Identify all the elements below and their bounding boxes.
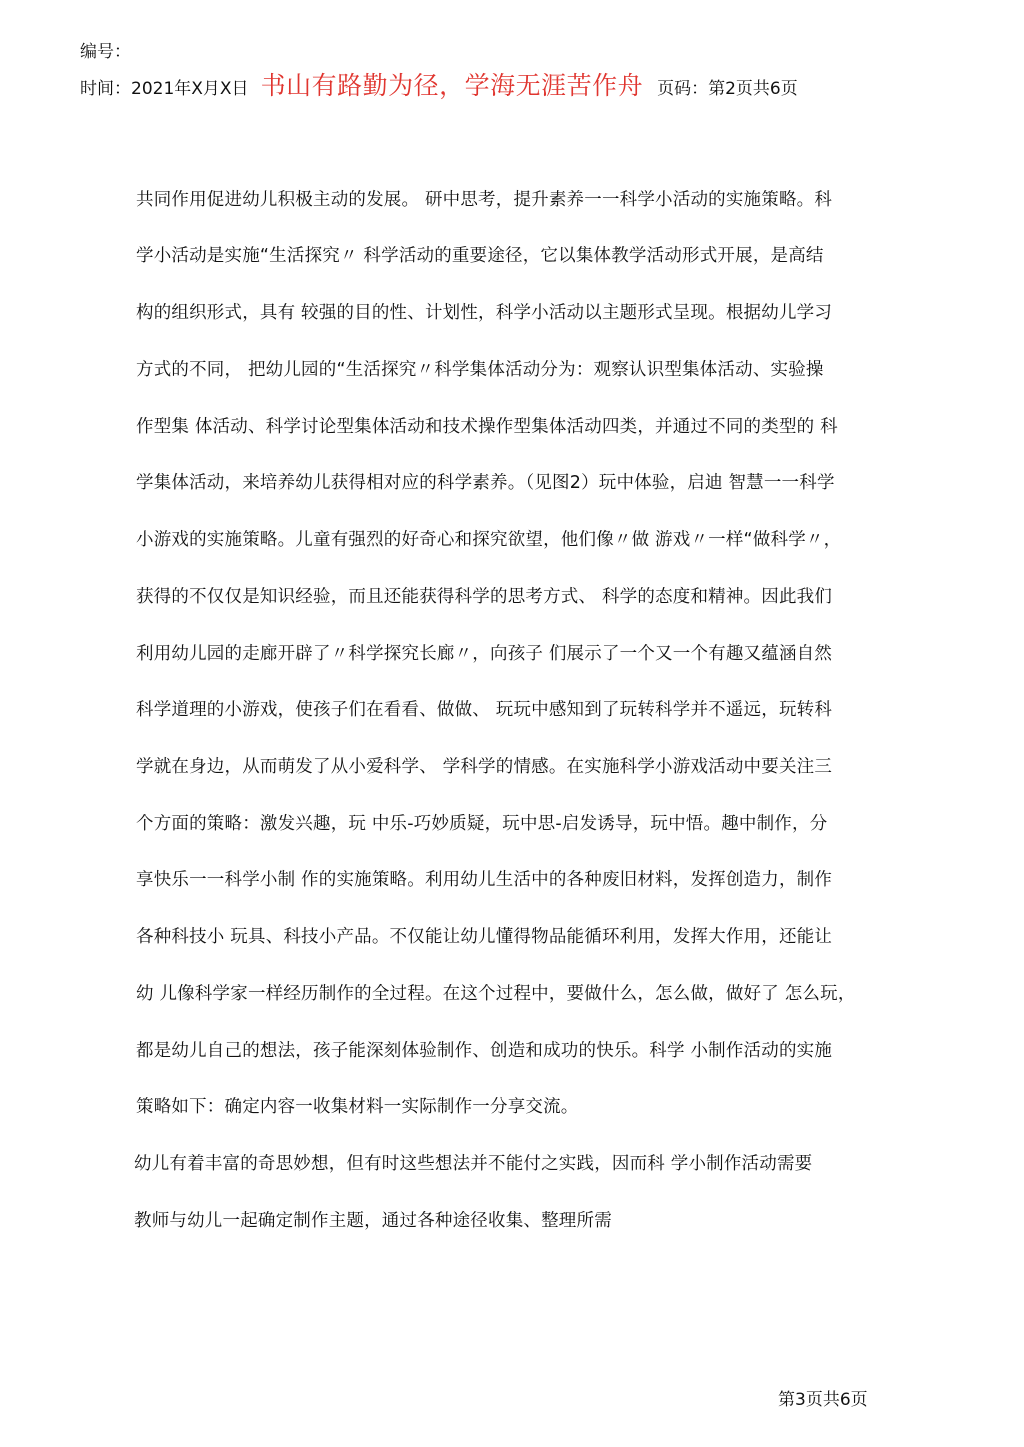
header-number-label: 编号： (80, 42, 131, 62)
paragraph-line: 方式的不同， 把幼儿园的“生活探究〃科学集体活动分为：观察认识型集体活动、实验操 (136, 360, 824, 380)
paragraph-line: 幼儿有着丰富的奇思妙想，但有时这些想法并不能付之实践，因而科 学小制作活动需要 (134, 1154, 813, 1174)
header-info-line (80, 66, 798, 106)
paragraph-line: 个方面的策略：激发兴趣，玩 中乐-巧妙质疑，玩中思-启发诱导，玩中悟。趣中制作，分 (136, 814, 828, 834)
paragraph-line: 享快乐一一科学小制 作的实施策略。利用幼儿生活中的各种废旧材料，发挥创造力，制作 (136, 870, 833, 890)
paragraph-line: 共同作用促进幼儿积极主动的发展。 研中思考，提升素养一一科学小活动的实施策略。科 (136, 190, 833, 210)
paragraph-line: 构的组织形式，具有 较强的目的性、计划性，科学小活动以主题形式呈现。根据幼儿学习 (136, 303, 833, 323)
paragraph-line: 学集体活动，来培养幼儿获得相对应的科学素养。（见图2）玩中体验，启迪 智慧一一科学 (136, 473, 835, 493)
paragraph-line: 教师与幼儿一起确定制作主题，通过各种途径收集、整理所需 (134, 1211, 612, 1231)
paragraph-line: 作型集 体活动、科学讨论型集体活动和技术操作型集体活动四类，并通过不同的类型的 科 (136, 417, 838, 437)
footer-page-number: 第3页共6页 (778, 1390, 868, 1410)
paragraph-line: 利用幼儿园的走廊开辟了〃科学探究长廊〃，向孩子 们展示了一个又一个有趣又蕴涵自然 (136, 644, 833, 664)
header-motto: 书山有路勤为径，学海无涯苦作舟 (260, 71, 644, 100)
paragraph-line: 策略如下：确定内容一收集材料一实际制作一分享交流。 (136, 1097, 579, 1117)
paragraph-line: 各种科技小 玩具、科技小产品。不仅能让幼儿懂得物品能循环利用，发挥大作用，还能让 (136, 927, 833, 947)
paragraph-line: 幼 儿像科学家一样经历制作的全过程。在这个过程中，要做什么，怎么做，做好了 怎么玩， (136, 984, 856, 1004)
paragraph-line: 科学道理的小游戏，使孩子们在看看、做做、 玩玩中感知到了玩转科学并不遥远，玩转科 (136, 700, 833, 720)
paragraph-line: 学小活动是实施“生活探究〃 科学活动的重要途径，它以集体教学活动形式开展，是高结 (136, 246, 824, 266)
header-date: 2021年X月X日 (131, 79, 249, 99)
header-time-label: 时间： (80, 79, 131, 99)
paragraph-line: 获得的不仅仅是知识经验，而且还能获得科学的思考方式、 科学的态度和精神。因此我们 (136, 587, 833, 607)
paragraph-line: 小游戏的实施策略。儿童有强烈的好奇心和探究欲望，他们像〃做 游戏〃一样“做科学〃， (136, 530, 842, 550)
header-page-label: 页码：第2页共6页 (657, 79, 798, 99)
paragraph-line: 都是幼儿自己的想法，孩子能深刻体验制作、创造和成功的快乐。科学 小制作活动的实施 (136, 1041, 833, 1061)
paragraph-line: 学就在身边，从而萌发了从小爱科学、 学科学的情感。在实施科学小游戏活动中要关注三 (136, 757, 833, 777)
